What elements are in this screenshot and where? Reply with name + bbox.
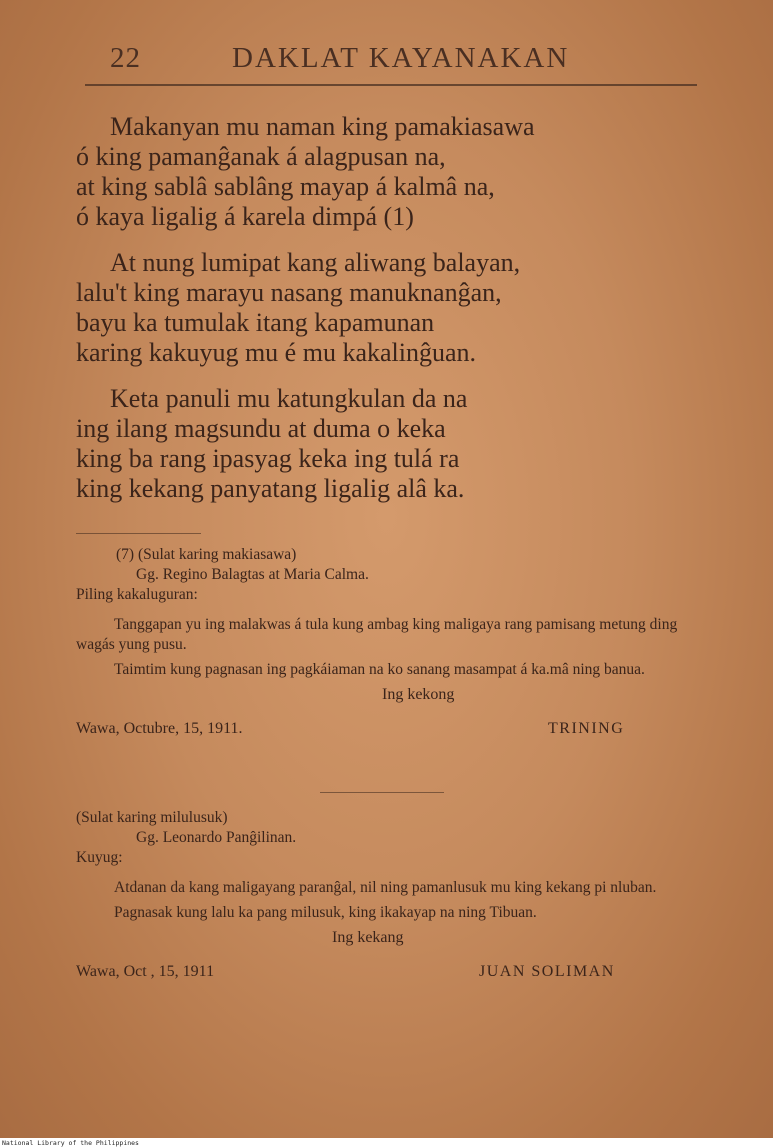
footnote-letter-couple [76,545,696,744]
verse-line: ó king pamanĝanak á alagpusan na, [76,142,446,171]
page-number: 22 [110,42,141,74]
letter-closing-line [76,686,696,710]
letter-signer: JUAN SOLIMAN [479,963,615,980]
footnote-letter-visitor [76,808,696,987]
verse-line: ing ilang magsundu at duma o keka [76,414,446,443]
verse-line: Keta panuli mu katungkulan da na [110,384,468,413]
letter-signer: TRINING [548,720,625,737]
letter-closing-line [76,929,696,953]
letter-salutation: Piling kakaluguran: [76,586,198,603]
letter-paragraph: Pagnasak kung lalu ka pang milusuk, king ikakayap na ning Tibuan. [114,904,537,921]
letter-place-line [76,720,696,744]
letter-place-date: Wawa, Oct , 15, 1911 [76,963,215,980]
letter-place-line [76,963,696,987]
verse-line: at king sablâ sablâng mayap á kalmâ na, [76,172,495,201]
letter-closing: Ing kekang [332,929,404,946]
letter-paragraph: Taimtim kung pagnasan ing pagkáiaman na ko sanang masampat á ka.mâ ning banua. [114,661,645,678]
verse-line: karing kakuyug mu é mu kakalinĝuan. [76,338,477,367]
letter-addressee: Gg. Leonardo Panĝilinan. [136,829,297,846]
stanza [76,112,716,232]
verse-line: king kekang panyatang ligalig alâ ka. [76,474,465,503]
letter-addressee: Gg. Regino Balagtas at Maria Calma. [136,566,369,583]
letter-closing: Ing kekong [382,686,455,703]
verse-line: lalu't king marayu nasang manuknanĝan, [76,278,502,307]
verse-line: bayu ka tumulak itang kapamunan [76,308,435,337]
letter-heading: (Sulat karing milulusuk) [76,809,228,826]
verse-line: king ba rang ipasyag keka ing tulá ra [76,444,460,473]
letter-paragraph: Tanggapan yu ing malakwas á tula kung ambag king maligaya rang pamisang metung ding wagás yung pusu. [76,616,678,653]
section-rule [320,792,444,793]
page-header [110,42,700,82]
verse-line: ó kaya ligalig á karela dimpá (1) [76,202,414,231]
running-title: DAKLAT KAYANAKAN [232,42,570,74]
library-watermark: National Library of the Philippines [2,1139,139,1147]
poem [76,112,716,520]
letter-heading: (7) (Sulat karing makiasawa) [116,546,297,563]
letter-salutation: Kuyug: [76,849,123,866]
letter-paragraph: Atdanan da kang maligayang paranĝal, nil ning pamanlusuk mu king kekang pi nluban. [114,879,657,896]
letter-place-date: Wawa, Octubre, 15, 1911. [76,720,243,737]
verse-line: Makanyan mu naman king pamakiasawa [110,112,535,141]
stanza [76,248,716,368]
verse-line: At nung lumipat kang aliwang balayan, [110,248,521,277]
header-rule [85,84,697,86]
stanza [76,384,716,504]
footnote-rule [76,533,201,534]
